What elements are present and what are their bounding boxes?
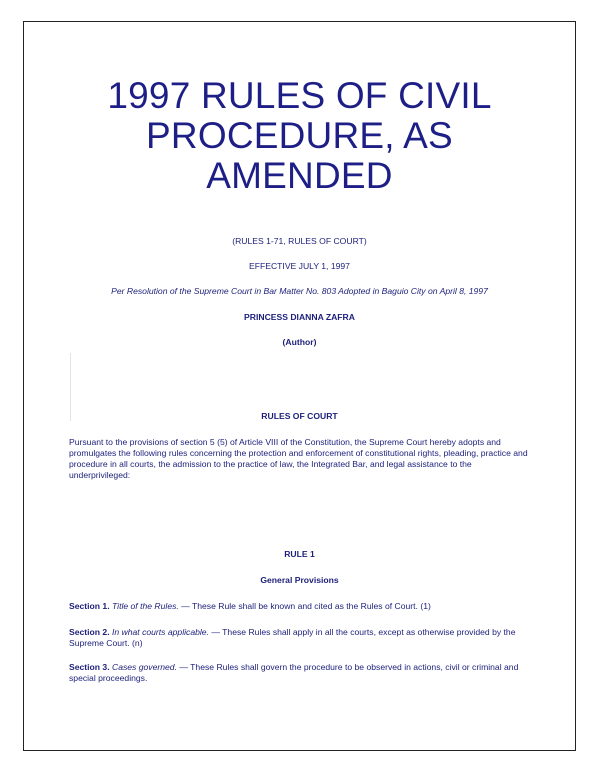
effective-date: EFFECTIVE JULY 1, 1997 xyxy=(249,261,350,271)
section-heading: Title of the Rules. xyxy=(111,601,179,611)
section-label: Section 2. xyxy=(69,627,110,637)
document-subtitle: (RULES 1-71, RULES OF COURT) xyxy=(232,236,367,246)
author-name: PRINCESS DIANNA ZAFRA xyxy=(244,312,355,322)
section-heading: In what courts applicable. xyxy=(111,627,209,637)
preamble-paragraph: Pursuant to the provisions of section 5 (5) of Article VIII of the Constitution, the Supreme Court hereby adopts and promulgates the following rules concerning the protection and enforcement of constitutional rights, pleading, practice and procedure in all courts, the admission to the practice of law, the Integrated Bar, and legal assistance to the underprivileged: xyxy=(69,437,528,480)
title-line: AMENDED xyxy=(206,155,393,196)
title-line: 1997 RULES OF CIVIL xyxy=(107,75,492,116)
title-line: PROCEDURE, AS xyxy=(146,115,453,156)
section-3 xyxy=(69,662,531,684)
section-text: — These Rule shall be known and cited as the Rules of Court. (1) xyxy=(178,601,431,611)
section-label: Section 1. xyxy=(69,601,110,611)
resolution-note: Per Resolution of the Supreme Court in Bar Matter No. 803 Adopted in Baguio City on April 8, 1997 xyxy=(111,286,488,296)
section-text: — These Rules shall govern the procedure to be observed in actions, civil or criminal and special proceedings. xyxy=(69,662,519,683)
rule-number: RULE 1 xyxy=(284,549,315,559)
section-heading: Cases governed. xyxy=(111,662,177,672)
section-2 xyxy=(69,627,531,649)
section-1 xyxy=(69,601,531,612)
author-role: (Author) xyxy=(282,337,317,347)
section-text: — These Rules shall apply in all the courts, except as otherwise provided by the Supreme Court. (n) xyxy=(69,627,516,648)
document-title xyxy=(24,76,575,196)
rules-of-court-heading: RULES OF COURT xyxy=(261,411,338,421)
document-page xyxy=(23,21,576,751)
section-label: Section 3. xyxy=(69,662,110,672)
rule-title: General Provisions xyxy=(260,575,339,585)
